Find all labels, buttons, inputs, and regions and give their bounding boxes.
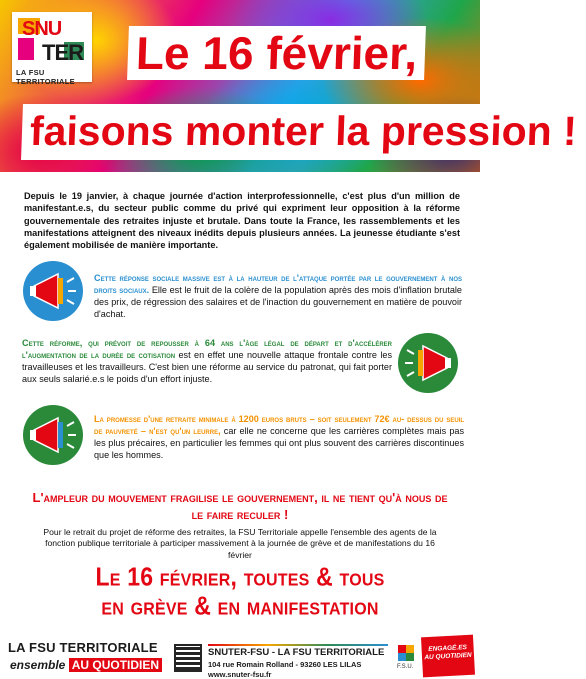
footer xyxy=(0,630,480,679)
fsu-label: F.S.U. xyxy=(397,664,414,670)
strike-call-line-1: Le 16 février, toutes & tous xyxy=(95,561,385,591)
impact-statement: L'ampleur du mouvement fragilise le gouvernement, il ne tient qu'à nous de le faire reculer ! xyxy=(32,490,448,522)
lead-reform: Cette réforme, qui prévoit de repousser à 64 ans l'âge légal de départ et d'accélérer l'augmentation de la durée de cotisation xyxy=(22,338,392,361)
qr-code[interactable] xyxy=(174,644,202,672)
intro-paragraph: Depuis le 19 janvier, à chaque journée d'action interprofessionnelle, c'est plus d'un million de manifestant.e.s, du secteur public comme du privé qui expriment leur opposition à la réforme gouvernementale des retraites injuste et brutale. Dans toute la France, les rassemblements et les manifestations atteignent des niveaux inédits depuis plusieurs années. La jeunesse étudiante s'est également mobilisée de manière importante. xyxy=(24,191,460,251)
body-promise: car elle ne concerne que les carrières complètes mais pas les plus précaires, en particulier les femmes qui ont plus souvent des carrières discontinues que les hommes. xyxy=(94,426,464,461)
strike-call xyxy=(10,563,470,621)
fsu-logo xyxy=(397,644,415,662)
paragraph-promise xyxy=(94,413,464,461)
megaphone-icon xyxy=(22,260,84,322)
footer-divider xyxy=(208,644,388,646)
engaged-badge xyxy=(421,635,475,678)
footer-slogan xyxy=(10,658,162,672)
lead-response: Cette réponse sociale massive est à la hauteur de l'attaque portée par le gouvernement à nos droits sociaux. xyxy=(94,273,462,296)
footer-org: SNUTER-FSU - LA FSU TERRITORIALE xyxy=(208,647,385,658)
slogan-quotidien: AU QUOTIDIEN xyxy=(69,658,162,672)
logo-ter: TER xyxy=(42,40,83,65)
title-line-2: faisons monter la pression ! xyxy=(21,104,586,160)
footer-website-link[interactable]: www.snuter-fsu.fr xyxy=(208,670,272,679)
lead-promise: La promesse d'une retraite minimale à 1200 euros bruts – soit seulement 72€ au- dessus du seuil de pauvreté – n'est qu'un leurre, xyxy=(94,414,464,437)
body-response: Elle est le fruit de la colère de la population après des mois d'inflation brutale des prix, de régression des salaires et de l'inaction du gouvernement en matière de pouvoir d'achat. xyxy=(94,285,462,320)
footer-brand: LA FSU TERRITORIALE xyxy=(8,640,158,655)
title-line-1: Le 16 février, xyxy=(127,26,426,80)
body-reform: est en effet une nouvelle attaque frontale contre les travailleuses et les travailleurs. C'est bien une réforme au service du patronat, qui fait porter aux seuls salarié.e.s le poids d'un effort injuste. xyxy=(22,350,392,385)
megaphone-icon xyxy=(397,332,459,394)
badge-line-2: AU QUOTIDIEN xyxy=(424,651,472,662)
logo-snu: SNU xyxy=(22,18,62,40)
hero-banner xyxy=(0,0,578,172)
slogan-ensemble: ensemble xyxy=(10,658,66,672)
badge-line-1: ENGAGÉ.ES xyxy=(428,644,468,654)
logo-caption: LA FSU TERRITORIALE xyxy=(16,68,75,86)
appeal-paragraph: Pour le retrait du projet de réforme des retraites, la FSU Territoriale appelle l'ensemble des agents de la fonction publique territoriale à participer massivement à la journée de grève et de manifestations du 16 février xyxy=(43,527,437,560)
megaphone-icon xyxy=(22,404,84,466)
footer-address: 104 rue Romain Rolland - 93260 LES LILAS xyxy=(208,660,362,669)
paragraph-reform xyxy=(22,337,392,385)
snuter-logo xyxy=(12,12,92,86)
paragraph-response xyxy=(94,272,462,320)
strike-call-line-2: en grève & en manifestation xyxy=(101,590,379,620)
